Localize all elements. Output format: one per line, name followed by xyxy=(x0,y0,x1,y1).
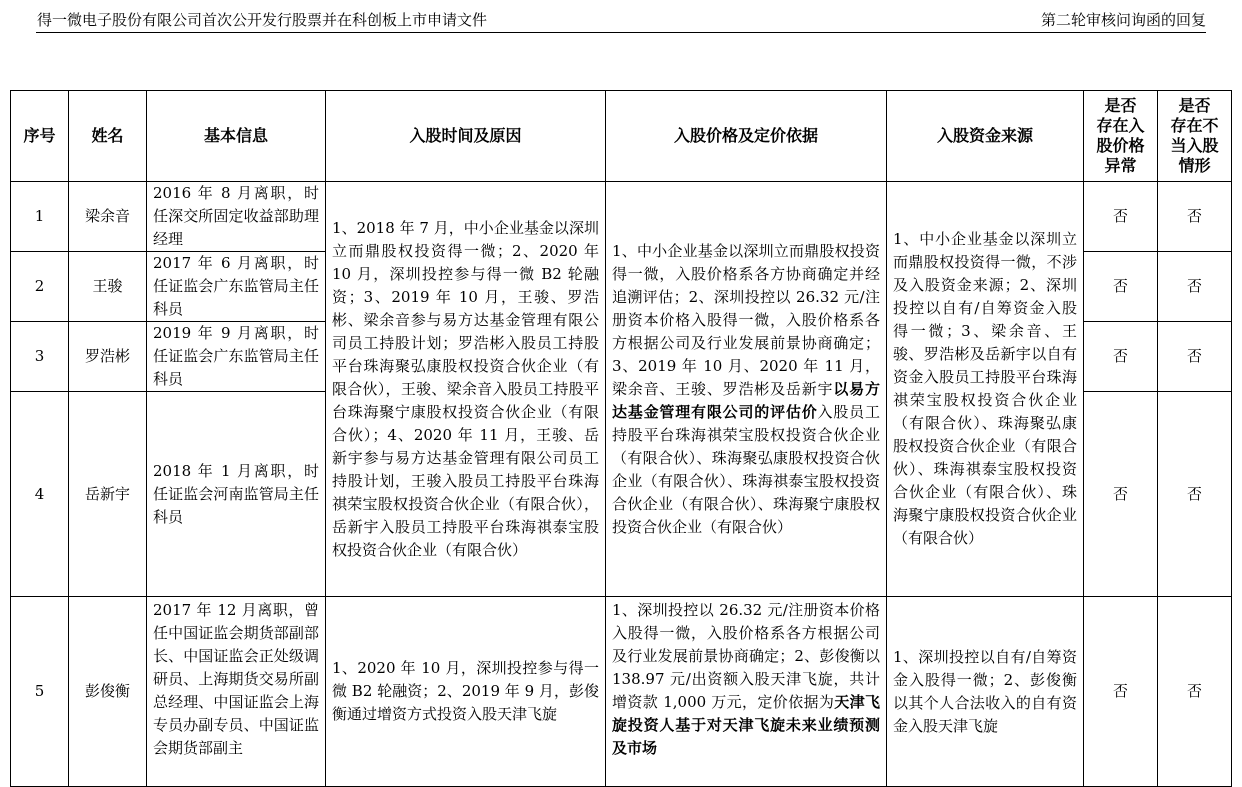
group2-funds: 1、深圳投控以自有/自筹资金入股得一微；2、彭俊衡以其个人合法收入的自有资金入股天津飞旋 xyxy=(887,597,1084,787)
row-abnormal: 否 xyxy=(1084,322,1158,392)
group1-funds: 1、中小企业基金以深圳立而鼎股权投资得一微，不涉及入股资金来源；2、深圳投控以自有/自筹资金入股得一微；3、梁余音、王骏、罗浩彬及岳新宇以自有资金入股员工持股平台珠海祺荣宝股权投资合伙企业（有限合伙）、珠海聚弘康股权投资合伙企业（有限合伙）、珠海祺泰宝股权投资合伙企业（有限合伙）、珠海聚宁康股权投资合伙企业（有限合伙） xyxy=(887,182,1084,597)
row-improper: 否 xyxy=(1158,392,1232,597)
row-name: 罗浩彬 xyxy=(69,322,147,392)
row-no: 3 xyxy=(11,322,69,392)
row-abnormal: 否 xyxy=(1084,392,1158,597)
row-abnormal: 否 xyxy=(1084,182,1158,252)
col-header-name: 姓名 xyxy=(69,91,147,182)
row-improper: 否 xyxy=(1158,597,1232,787)
row-info: 2019 年 9 月离职，时任证监会广东监管局主任科员 xyxy=(147,322,326,392)
col-header-no: 序号 xyxy=(11,91,69,182)
col-header-price: 入股价格及定价依据 xyxy=(606,91,887,182)
table-row xyxy=(11,597,1232,787)
row-abnormal: 否 xyxy=(1084,597,1158,787)
row-info: 2017 年 6 月离职，时任证监会广东监管局主任科员 xyxy=(147,252,326,322)
row-no: 2 xyxy=(11,252,69,322)
row-abnormal: 否 xyxy=(1084,252,1158,322)
row-name: 王骏 xyxy=(69,252,147,322)
row-improper: 否 xyxy=(1158,182,1232,252)
row-no: 1 xyxy=(11,182,69,252)
col-header-info: 基本信息 xyxy=(147,91,326,182)
row-name: 梁余音 xyxy=(69,182,147,252)
header-company-title: 得一微电子股份有限公司首次公开发行股票并在科创板上市申请文件 xyxy=(37,11,488,29)
row-name: 彭俊衡 xyxy=(69,597,147,787)
group1-price: 1、中小企业基金以深圳立而鼎股权投资得一微，入股价格系各方协商确定并经追溯评估；2、深圳投控以 26.32 元/注册资本价格入股得一微，入股价格系各方根据公司及行业发展前景协商确定；3、2019 年 10 月、2020 年 11 月，梁余音、王骏、罗浩彬及岳新宇以易方达基金管理有限公司的评估价入股员工持股平台珠海祺荣宝股权投资合伙企业（有限合伙）、珠海聚弘康股权投资合伙企业（有限合伙）、珠海祺泰宝股权投资合伙企业（有限合伙）、珠海聚宁康股权投资合伙企业（有限合伙） xyxy=(606,182,887,597)
row-info: 2018 年 1 月离职，时任证监会河南监管局主任科员 xyxy=(147,392,326,597)
row-name: 岳新宇 xyxy=(69,392,147,597)
header-document-title: 第二轮审核问询函的回复 xyxy=(1040,11,1206,29)
group2-price: 1、深圳投控以 26.32 元/注册资本价格入股得一微，入股价格系各方根据公司及行业发展前景协商确定；2、彭俊衡以 138.97 元/出资额入股天津飞旋，共计增资款 1,000 万元，定价依据为天津飞旋投资人基于对天津飞旋未来业绩预测及市场 xyxy=(606,597,887,787)
row-improper: 否 xyxy=(1158,252,1232,322)
table-header-row xyxy=(11,91,1232,182)
col-header-abnormal: 是否 存在入 股价格 异常 xyxy=(1084,91,1158,182)
row-info: 2016 年 8 月离职，时任深交所固定收益部助理经理 xyxy=(147,182,326,252)
col-header-time-reason: 入股时间及原因 xyxy=(326,91,606,182)
row-info: 2017 年 12 月离职，曾任中国证监会期货部副部长、中国证监会正处级调研员、上海期货交易所副总经理、中国证监会上海专员办副专员、中国证监会期货部副主 xyxy=(147,597,326,787)
row-no: 5 xyxy=(11,597,69,787)
shareholder-table xyxy=(10,90,1232,787)
col-header-funds: 入股资金来源 xyxy=(887,91,1084,182)
table-row xyxy=(11,182,1232,252)
col-header-improper: 是否 存在不 当入股 情形 xyxy=(1158,91,1232,182)
row-no: 4 xyxy=(11,392,69,597)
header-rule xyxy=(36,32,1206,33)
row-improper: 否 xyxy=(1158,322,1232,392)
group1-time-reason: 1、2018 年 7 月，中小企业基金以深圳立而鼎股权投资得一微；2、2020 年 10 月，深圳投控参与得一微 B2 轮融资；3、2019 年 10 月，王骏、罗浩彬、梁余音参与易方达基金管理有限公司员工持股计划；罗浩彬入股员工持股平台珠海聚弘康股权投资合伙企业（有限合伙），王骏、梁余音入股员工持股平台珠海聚宁康股权投资合伙企业（有限合伙）；4、2020 年 11 月，王骏、岳新宇参与易方达基金管理有限公司员工持股计划，王骏入股员工持股平台珠海祺荣宝股权投资合伙企业（有限合伙），岳新宇入股员工持股平台珠海祺泰宝股权投资合伙企业（有限合伙） xyxy=(326,182,606,597)
group2-time-reason: 1、2020 年 10 月，深圳投控参与得一微 B2 轮融资；2、2019 年 9 月，彭俊衡通过增资方式投资入股天津飞旋 xyxy=(326,597,606,787)
